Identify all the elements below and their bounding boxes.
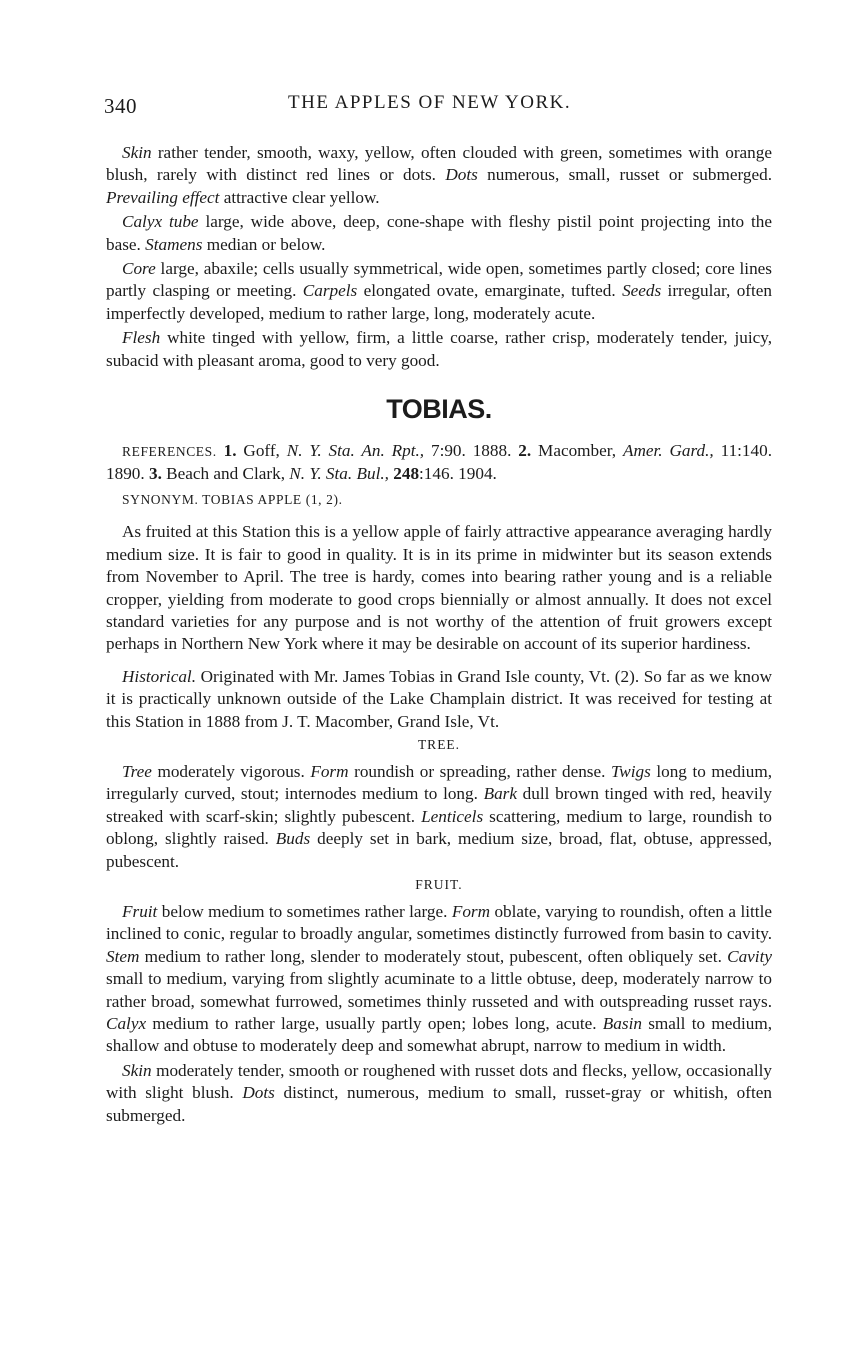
fruit-paragraph: Fruit below medium to sometimes rather large. Form oblate, varying to roundish, often a little inclined to conic, regular to broadly angular, sometimes distinctly furrowed from basin to cavity. Stem medium to rather long, slender to moderately stout, pubescent, often obliquely set. Cavity small to medium, varying from slightly acuminate to a little obtuse, deep, moderately narrow to rather broad, somewhat furrowed, sometimes thinly russeted and with outspreading russet rays. Calyx medium to rather large, usually partly open; lobes long, acute. Basin small to medium, shallow and obtuse to moderately deep and somewhat abrupt, narrow to medium in width. <box>106 901 772 1056</box>
running-head: THE APPLES OF NEW YORK. <box>288 92 572 113</box>
page-header <box>104 92 770 126</box>
page-number: 340 <box>104 94 137 118</box>
body-text <box>106 142 772 1129</box>
intro-paragraph: As fruited at this Station this is a yellow apple of fairly attractive appearance averaging hardly medium size. It is fair to good in quality. It is in its prime in midwinter but its season extends from November to April. The tree is hardy, comes into bearing rather young and is a reliable cropper, yielding from moderate to good crops biennially or almost annually. It does not excel standard varieties for any purpose and is not worthy of the attention of fruit growers except perhaps in Northern New York where it may be desirable on account of its superior hardiness. <box>106 522 772 654</box>
fruit-heading: FRUIT. <box>415 876 463 892</box>
skin-paragraph: Skin moderately tender, smooth or roughened with russet dots and flecks, yellow, occasionally with slight blush. Dots distinct, numerous, medium to small, russet-gray or whitish, often submerged. <box>106 1060 772 1125</box>
prior-skin-paragraph: Skin rather tender, smooth, waxy, yellow, often clouded with green, sometimes with orange blush, rarely with distinct red lines or dots. Dots numerous, small, russet or submerged. Prevailing effect attractive clear yellow. <box>106 143 773 207</box>
skin-lead: Skin <box>122 143 152 162</box>
historical-paragraph: Historical. Originated with Mr. James Tobias in Grand Isle county, Vt. (2). So far as we know it is practically unknown outside of the Lake Champlain district. It was received for testing at this Station in 1888 from J. T. Macomber, Grand Isle, Vt. <box>106 666 772 731</box>
tree-paragraph: Tree moderately vigorous. Form roundish or spreading, rather dense. Twigs long to medium, irregularly curved, stout; internodes medium to long. Bark dull brown tinged with red, heavily streaked with scarf-skin; slightly pubescent. Lenticels scattering, medium to large, roundish to oblong, slightly raised. Buds deeply set in bark, medium size, broad, flat, obtuse, appressed, pubescent. <box>106 761 772 871</box>
synonym-paragraph: SYNONYM. TOBIAS APPLE (1, 2). <box>122 491 343 507</box>
references-paragraph: REFERENCES. 1. Goff, N. Y. Sta. An. Rpt., 7:90. 1888. 2. Macomber, Amer. Gard., 11:140. 1890. 3. Beach and Clark, N. Y. Sta. Bul., 248:146. 1904. <box>106 441 773 484</box>
tree-heading: TREE. <box>417 736 461 752</box>
entry-title: TOBIAS. <box>386 394 492 425</box>
prior-core-paragraph: Core large, abaxile; cells usually symmetrical, wide open, sometimes partly closed; core lines partly clasping or meeting. Carpels elongated ovate, emarginate, tufted. Seeds irregular, often imperfectly developed, medium to rather large, long, moderately acute. <box>106 259 773 323</box>
prior-calyx-paragraph: Calyx tube large, wide above, deep, cone-shape with fleshy pistil point projecting into the base. Stamens median or below. <box>106 212 772 254</box>
prior-flesh-paragraph: Flesh white tinged with yellow, firm, a little coarse, rather crisp, moderately tender, juicy, subacid with pleasant aroma, good to very good. <box>106 328 772 370</box>
